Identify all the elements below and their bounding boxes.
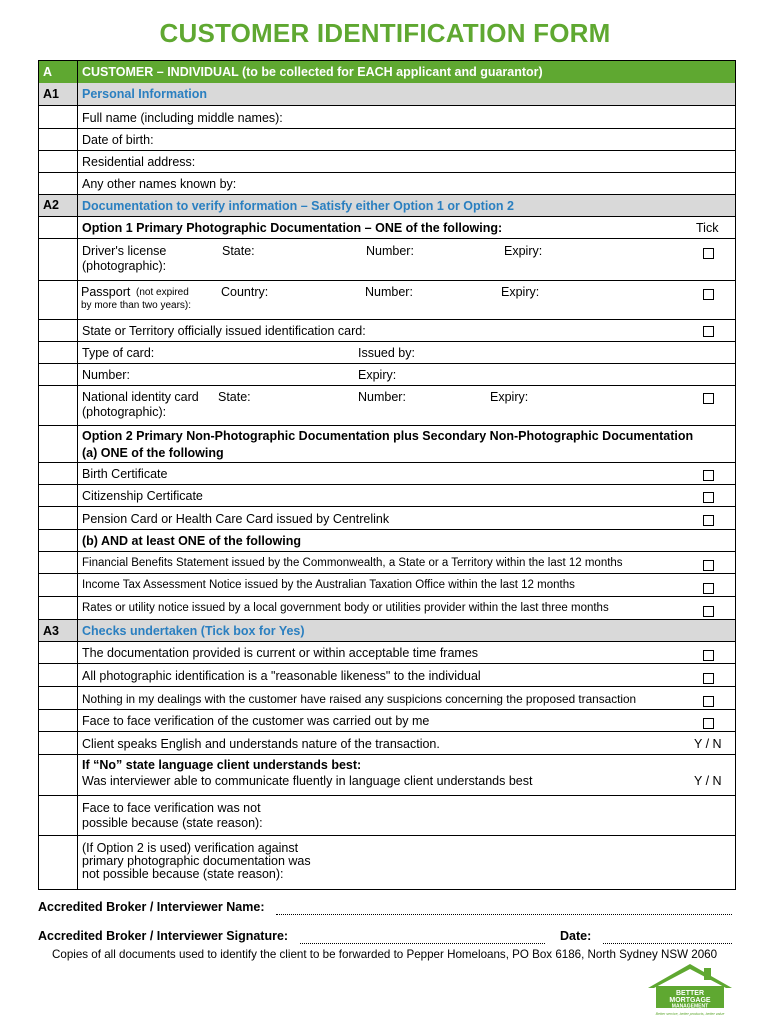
list-item	[39, 462, 735, 484]
check-suspicions-label: Nothing in my dealings with the customer have raised any suspicions concerning the proposed transaction	[82, 692, 637, 706]
option1-heading: Option 1 Primary Photographic Documentation – ONE of the following:	[82, 221, 503, 235]
passport-number-label: Number:	[365, 285, 413, 299]
full-name-field[interactable]	[39, 105, 735, 128]
passport-sub: by more than two years):	[81, 300, 192, 311]
other-names-label: Any other names known by:	[82, 177, 237, 191]
card-number-row	[39, 363, 735, 385]
list-item	[39, 596, 735, 619]
birth-certificate-checkbox[interactable]	[703, 470, 714, 481]
section-a1-header	[39, 83, 735, 105]
passport-expiry-label: Expiry:	[501, 285, 540, 299]
copies-note: Copies of all documents used to identify the client to be forwarded to Pepper Homeloans, PO Box 6186, North Sydney NSW 2060	[52, 948, 718, 961]
option2-b-heading: (b) AND at least ONE of the following	[82, 534, 301, 548]
other-names-field[interactable]	[39, 172, 735, 194]
english-yes-no[interactable]: Y / N	[694, 737, 722, 751]
tax-assessment-label: Income Tax Assessment Notice issued by the Australian Taxation Office within the last 12 months	[82, 579, 575, 591]
broker-name-label: Accredited Broker / Interviewer Name:	[38, 900, 265, 914]
drivers-number-label: Number:	[366, 244, 414, 258]
national-number-label: Number:	[358, 390, 406, 404]
section-a2-label: A2	[43, 198, 59, 212]
residential-address-field[interactable]	[39, 150, 735, 172]
section-a-label: A	[43, 65, 53, 79]
face-reason-line1: Face to face verification was not	[82, 801, 261, 815]
drivers-license-label: Driver's license	[82, 244, 167, 258]
drivers-state-label: State:	[222, 244, 255, 258]
national-id-label: National identity card	[82, 390, 199, 404]
tax-assessment-checkbox[interactable]	[703, 583, 714, 594]
section-a3-heading: Checks undertaken (Tick box for Yes)	[82, 624, 305, 638]
drivers-expiry-label: Expiry:	[504, 244, 543, 258]
passport-checkbox[interactable]	[703, 289, 714, 300]
option2-a-heading: (a) ONE of the following	[82, 446, 224, 460]
section-a2-heading: Documentation to verify information – Satisfy either Option 1 or Option 2	[82, 199, 514, 213]
check-current-label: The documentation provided is current or within acceptable time frames	[82, 646, 479, 660]
face-reason-line2: possible because (state reason):	[82, 816, 263, 830]
section-a1-label: A1	[43, 87, 59, 101]
financial-benefits-checkbox[interactable]	[703, 560, 714, 571]
form-title: CUSTOMER IDENTIFICATION FORM	[159, 18, 611, 48]
citizenship-certificate-checkbox[interactable]	[703, 492, 714, 503]
birth-certificate-label: Birth Certificate	[82, 467, 168, 481]
label-column-divider	[77, 61, 78, 889]
section-a-header	[39, 61, 735, 83]
state-card-row	[39, 319, 735, 341]
passport-country-label: Country:	[221, 285, 269, 299]
type-card-label: Type of card:	[82, 346, 155, 360]
check-suspicions-checkbox[interactable]	[703, 696, 714, 707]
tick-header: Tick	[696, 221, 719, 235]
language-question: Was interviewer able to communicate fluently in language client understands best	[82, 774, 533, 788]
better-mortgage-logo	[642, 960, 738, 1018]
pension-card-checkbox[interactable]	[703, 515, 714, 526]
passport-row	[39, 280, 735, 319]
logo-line2: MORTGAGE	[669, 997, 711, 1004]
broker-name-line[interactable]	[276, 914, 732, 915]
state-card-checkbox[interactable]	[703, 326, 714, 337]
house-logo-icon	[642, 960, 738, 1018]
option2-row	[39, 425, 735, 462]
passport-label: Passport	[81, 285, 131, 299]
card-expiry-label: Expiry:	[358, 368, 397, 382]
rates-notice-checkbox[interactable]	[703, 606, 714, 617]
list-item	[39, 686, 735, 709]
language-row	[39, 754, 735, 795]
national-state-label: State:	[218, 390, 251, 404]
face-reason-row[interactable]	[39, 795, 735, 835]
english-label: Client speaks English and understands nature of the transaction.	[82, 737, 440, 751]
financial-benefits-label: Financial Benefits Statement issued by the Commonwealth, a State or a Territory within the last 12 months	[82, 557, 623, 569]
list-item	[39, 663, 735, 686]
national-id-sub: (photographic):	[82, 405, 167, 419]
option2-reason-line2: primary photographic documentation was	[82, 854, 311, 868]
list-item	[39, 551, 735, 573]
state-card-label: State or Territory officially issued identification card:	[82, 324, 366, 338]
residential-address-label: Residential address:	[82, 155, 196, 169]
national-id-row	[39, 385, 735, 425]
broker-signature-label: Accredited Broker / Interviewer Signature:	[38, 929, 289, 943]
list-item	[39, 484, 735, 506]
option2-reason-line3: not possible because (state reason):	[82, 867, 284, 881]
list-item	[39, 709, 735, 731]
list-item	[39, 573, 735, 596]
option2-reason-line1: (If Option 2 is used) verification against	[82, 841, 299, 855]
section-a1-heading: Personal Information	[82, 87, 208, 101]
logo-tagline: Better service, better products, better value	[655, 1012, 725, 1016]
option2-heading: Option 2 Primary Non-Photographic Documentation plus Secondary Non-Photographic Documentation	[82, 429, 694, 443]
type-card-row	[39, 341, 735, 363]
date-of-birth-field[interactable]	[39, 128, 735, 150]
date-of-birth-label: Date of birth:	[82, 133, 154, 147]
option1-row	[39, 216, 735, 238]
pension-card-label: Pension Card or Health Care Card issued by Centrelink	[82, 512, 390, 526]
check-likeness-label: All photographic identification is a "reasonable likeness" to the individual	[82, 669, 481, 683]
check-likeness-checkbox[interactable]	[703, 673, 714, 684]
list-item	[39, 506, 735, 529]
rates-notice-label: Rates or utility notice issued by a local government body or utilities provider within the last three months	[82, 602, 609, 614]
full-name-label: Full name (including middle names):	[82, 111, 283, 125]
section-a3-header	[39, 619, 735, 641]
drivers-license-checkbox[interactable]	[703, 248, 714, 259]
national-expiry-label: Expiry:	[490, 390, 529, 404]
issued-by-label: Issued by:	[358, 346, 415, 360]
citizenship-certificate-label: Citizenship Certificate	[82, 489, 203, 503]
drivers-license-sub: (photographic):	[82, 259, 167, 273]
option2-reason-row[interactable]	[39, 835, 735, 889]
drivers-license-row	[39, 238, 735, 280]
card-number-label: Number:	[82, 368, 130, 382]
section-a-text: CUSTOMER – INDIVIDUAL (to be collected for EACH applicant and guarantor)	[82, 65, 543, 79]
section-a2-header	[39, 194, 735, 216]
check-face-to-face-checkbox[interactable]	[703, 718, 714, 729]
language-yes-no[interactable]: Y / N	[694, 774, 722, 788]
date-label: Date:	[560, 929, 592, 943]
date-line[interactable]	[603, 943, 732, 944]
no-heading: If “No” state language client understands best:	[82, 758, 362, 772]
section-a3-label: A3	[43, 624, 59, 638]
logo-line1: BETTER	[676, 990, 704, 997]
logo-line3: MANAGEMENT	[671, 1003, 709, 1010]
identification-form	[38, 60, 736, 890]
check-current-checkbox[interactable]	[703, 650, 714, 661]
list-item	[39, 641, 735, 663]
national-id-checkbox[interactable]	[703, 393, 714, 404]
option2-b-row	[39, 529, 735, 551]
check-face-to-face-label: Face to face verification of the customer was carried out by me	[82, 714, 430, 728]
english-row	[39, 731, 735, 754]
broker-signature-line[interactable]	[300, 943, 545, 944]
passport-note: (not expired	[136, 287, 189, 298]
